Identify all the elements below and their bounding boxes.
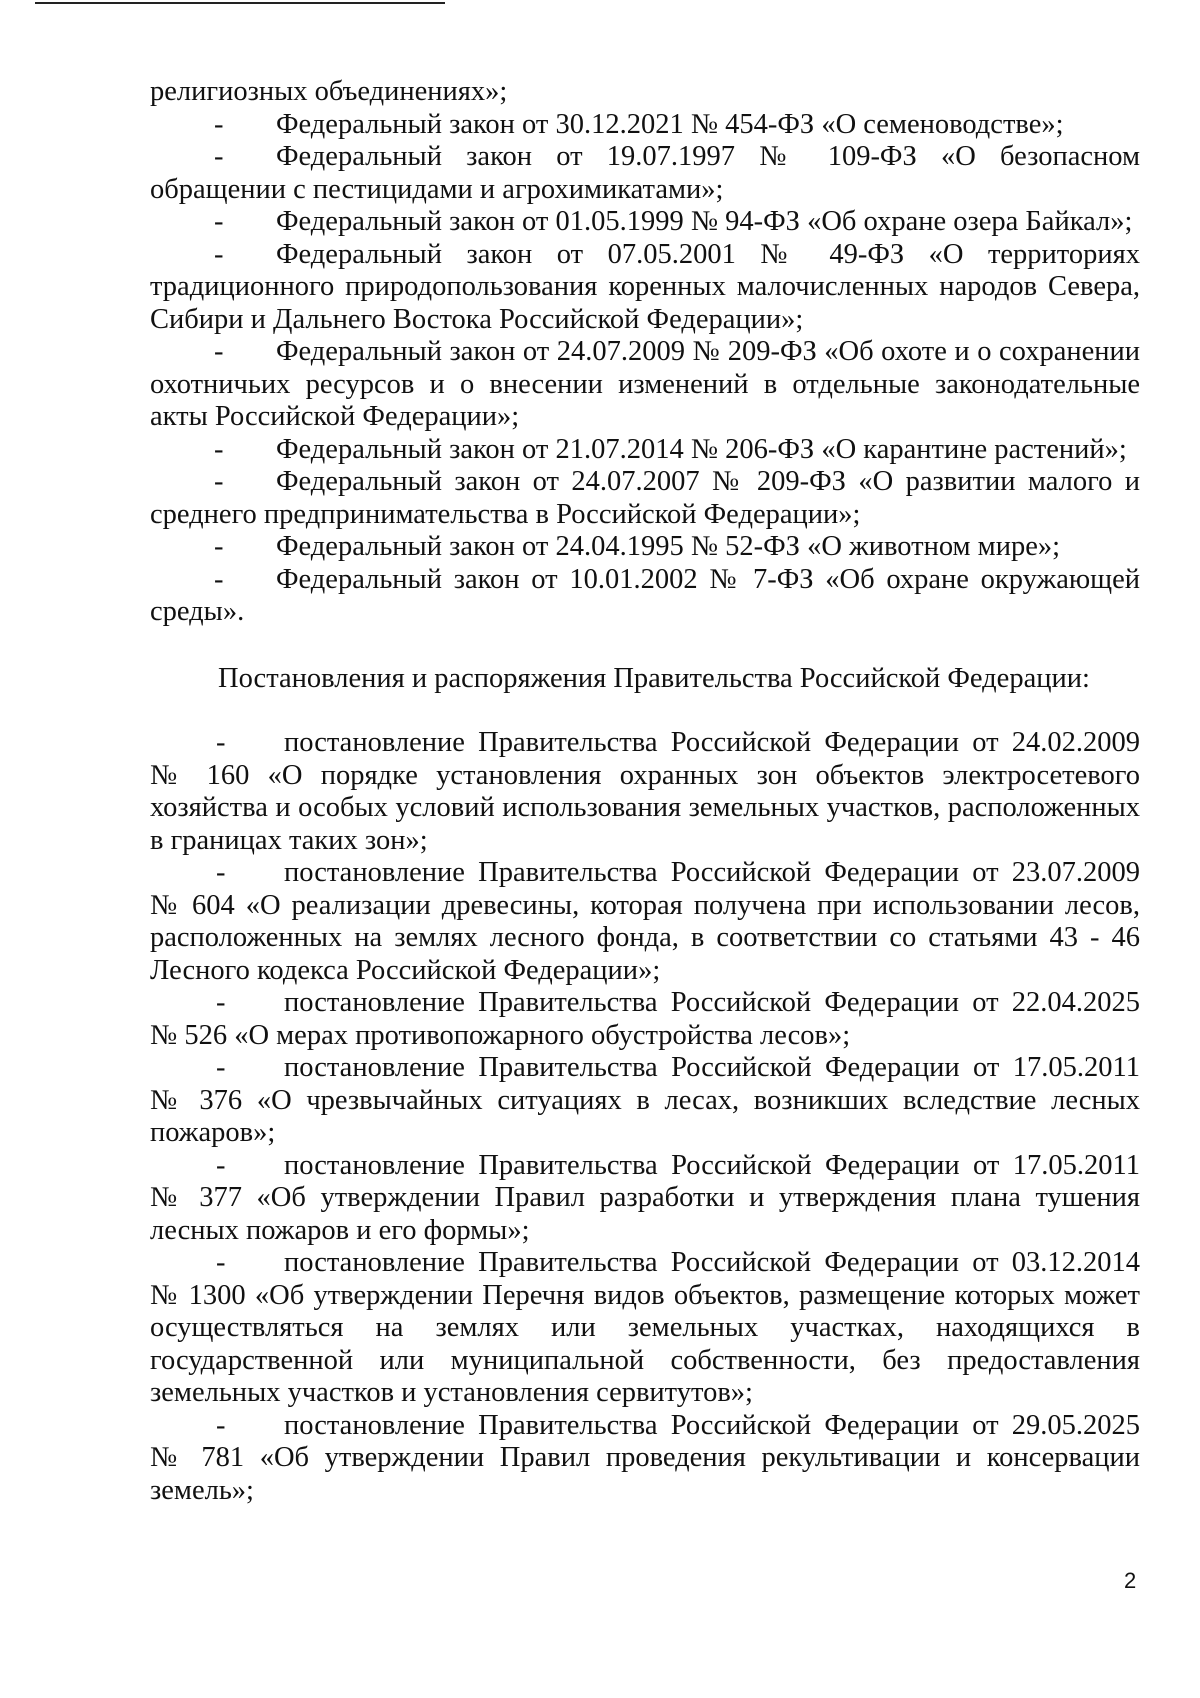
law-text: Федеральный закон от 01.05.1999 № 94-ФЗ «Об охране озера Байкал»; bbox=[276, 206, 1133, 237]
bullet-dash: - bbox=[214, 433, 224, 465]
resolution-item bbox=[150, 1052, 1140, 1150]
bullet-dash: - bbox=[216, 727, 226, 758]
law-text: Федеральный закон от 24.07.2009 № 209-ФЗ «Об охоте и о сохранении охотничьих ресурсов и о внесении изменений в отдельные законодательные акты Российской Федерации»; bbox=[150, 336, 1140, 432]
law-text: Федеральный закон от 21.07.2014 № 206-ФЗ «О карантине растений»; bbox=[276, 433, 1127, 465]
resolution-item bbox=[150, 1247, 1140, 1410]
law-item bbox=[150, 466, 1140, 531]
bullet-dash: - bbox=[214, 141, 224, 172]
bullet-dash: - bbox=[214, 108, 224, 140]
resolution-item bbox=[150, 1150, 1140, 1248]
bullet-dash: - bbox=[216, 1052, 226, 1083]
document-body bbox=[150, 76, 1140, 1507]
law-item bbox=[150, 206, 1140, 239]
bullet-dash: - bbox=[214, 531, 224, 562]
resolution-text: постановление Правительства Российской Федерации от 03.12.2014 № 1300 «Об утверждении Перечня видов объектов, размещение которых может осуществляться на землях или земельных участках, находящихся в государственной или муниципальной собственности, без предоставления земельных участков и установления сервитутов»; bbox=[150, 1247, 1140, 1408]
law-text: Федеральный закон от 10.01.2002 № 7-ФЗ «Об охране окружающей среды». bbox=[150, 563, 1140, 627]
bullet-dash: - bbox=[216, 1409, 226, 1441]
bullet-dash: - bbox=[214, 206, 224, 237]
resolution-text: постановление Правительства Российской Федерации от 17.05.2011 № 376 «О чрезвычайных ситуациях в лесах, возникших вследствие лесных пожаров»; bbox=[150, 1052, 1140, 1148]
law-text: Федеральный закон от 30.12.2021 № 454-ФЗ «О семеноводстве»; bbox=[276, 108, 1064, 140]
federal-laws-list bbox=[150, 109, 1140, 629]
bullet-dash: - bbox=[214, 563, 224, 595]
law-text: Федеральный закон от 24.07.2007 № 209-ФЗ «О развитии малого и среднего предпринимательства в Российской Федерации»; bbox=[150, 466, 1140, 530]
resolution-item bbox=[150, 727, 1140, 857]
bullet-dash: - bbox=[216, 1247, 226, 1278]
law-item bbox=[150, 336, 1140, 434]
law-item bbox=[150, 239, 1140, 337]
bullet-dash: - bbox=[214, 466, 224, 497]
scan-edge-line bbox=[35, 2, 445, 4]
resolution-item bbox=[150, 1410, 1140, 1508]
page-number: 2 bbox=[1124, 1568, 1137, 1593]
law-text: Федеральный закон от 19.07.1997 № 109-ФЗ «О безопасном обращении с пестицидами и агрохимикатами»; bbox=[150, 141, 1140, 205]
section-heading: Постановления и распоряжения Правительства Российской Федерации: bbox=[218, 662, 1090, 694]
law-item bbox=[150, 109, 1140, 142]
resolution-item bbox=[150, 987, 1140, 1052]
resolution-text: постановление Правительства Российской Федерации от 22.04.2025 № 526 «О мерах противопожарного обустройства лесов»; bbox=[150, 987, 1140, 1051]
law-text: Федеральный закон от 07.05.2001 № 49-ФЗ «О территориях традиционного природопользования коренных малочисленных народов Севера, Сибири и Дальнего Востока Российской Федерации»; bbox=[150, 238, 1140, 335]
government-resolutions-list bbox=[150, 727, 1140, 1507]
resolution-text: постановление Правительства Российской Федерации от 17.05.2011 № 377 «Об утверждении Правил разработки и утверждения плана тушения лесных пожаров и его формы»; bbox=[150, 1149, 1140, 1246]
bullet-dash: - bbox=[216, 857, 226, 888]
resolution-text: постановление Правительства Российской Федерации от 24.02.2009 № 160 «О порядке установления охранных зон объектов электросетевого хозяйства и особых условий использования земельных участков, расположенных в границах таких зон»; bbox=[150, 727, 1140, 856]
bullet-dash: - bbox=[216, 1149, 226, 1181]
resolution-text: постановление Правительства Российской Федерации от 29.05.2025 № 781 «Об утверждении Правил проведения рекультивации и консервации земель»; bbox=[150, 1409, 1140, 1506]
law-item bbox=[150, 531, 1140, 564]
law-item bbox=[150, 141, 1140, 206]
law-item bbox=[150, 434, 1140, 467]
bullet-dash: - bbox=[214, 238, 224, 270]
resolution-text: постановление Правительства Российской Федерации от 23.07.2009 № 604 «О реализации древесины, которая получена при использовании лесов, расположенных на землях лесного фонда, в соответствии со статьями 43 - 46 Лесного кодекса Российской Федерации»; bbox=[150, 857, 1140, 986]
bullet-dash: - bbox=[214, 336, 224, 367]
continuation-text: религиозных объединениях»; bbox=[150, 76, 508, 107]
law-item bbox=[150, 564, 1140, 629]
law-text: Федеральный закон от 24.04.1995 № 52-ФЗ «О животном мире»; bbox=[276, 531, 1061, 562]
resolution-item bbox=[150, 857, 1140, 987]
bullet-dash: - bbox=[216, 987, 226, 1018]
